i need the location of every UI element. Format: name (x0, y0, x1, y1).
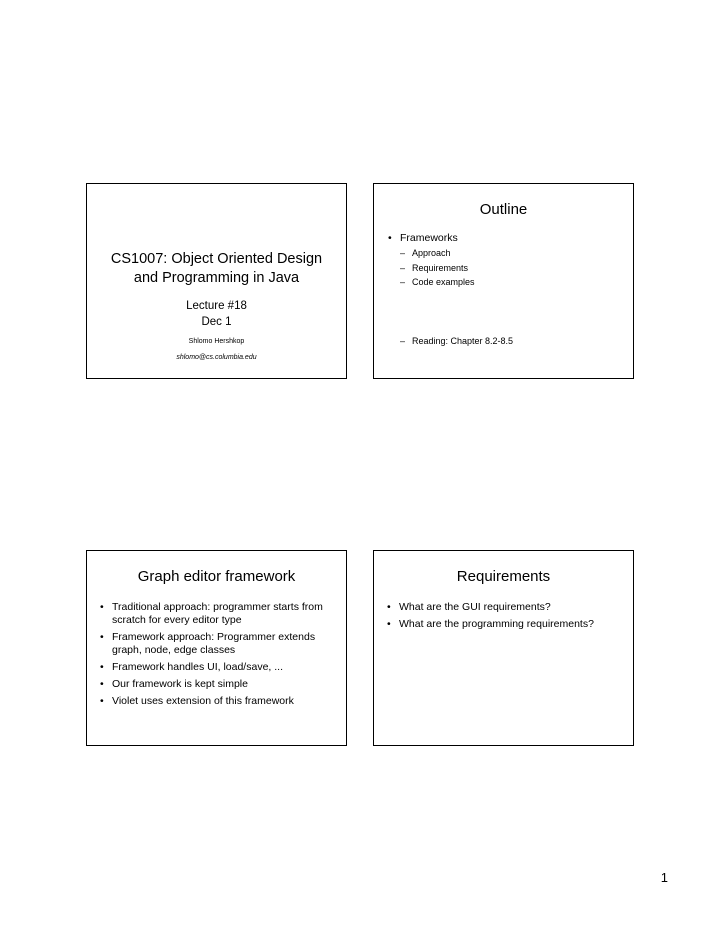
sub-bullet-item: – Code examples (400, 275, 628, 290)
lecture-number: Lecture #18 (186, 300, 247, 312)
bullet-list (387, 601, 632, 635)
bullet-item: • Our framework is kept simple (100, 678, 340, 691)
slide-heading: Requirements (456, 568, 551, 585)
sub-bullet-item: – Approach (400, 246, 628, 261)
sub-bullet-list (400, 246, 628, 290)
author-name: Shlomo Hershkop (188, 338, 245, 345)
bullet-item: • Violet uses extension of this framework (100, 695, 340, 708)
page-number: 1 (660, 870, 668, 885)
bullet-label: Frameworks (400, 232, 458, 244)
bullet-list (100, 601, 340, 712)
bullet-item: • What are the programming requirements? (387, 618, 632, 631)
slide-heading: Outline (479, 201, 528, 218)
course-title-line2: and Programming in Java (133, 270, 300, 286)
slide-requirements (373, 550, 634, 746)
bullet-list (388, 232, 628, 294)
slide-title (86, 183, 347, 379)
reading-note: – Reading: Chapter 8.2-8.5 (400, 336, 513, 346)
bullet-item: • Framework handles UI, load/save, ... (100, 661, 340, 674)
bullet-item: • Framework approach: Programmer extends graph, node, edge classes (100, 631, 340, 657)
slide-heading: Graph editor framework (137, 568, 296, 585)
course-title-line1: CS1007: Object Oriented Design (110, 251, 323, 267)
slide-outline (373, 183, 634, 379)
title-block (87, 250, 346, 369)
slide-graph-editor-framework (86, 550, 347, 746)
bullet-item: • Traditional approach: programmer starts from scratch for every editor type (100, 601, 340, 627)
sub-bullet-item: – Requirements (400, 261, 628, 276)
author-email: shlomo@cs.columbia.edu (176, 354, 257, 361)
bullet-item (388, 232, 628, 290)
bullet-item: • What are the GUI requirements? (387, 601, 632, 614)
lecture-date: Dec 1 (201, 316, 232, 328)
